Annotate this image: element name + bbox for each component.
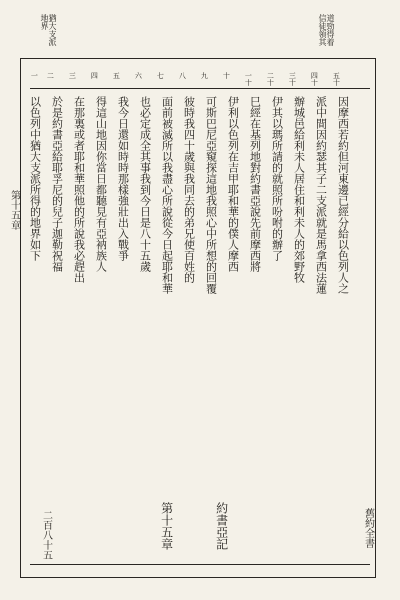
text-column-13: 在那裏或者耶和華照他的所說我必趕出 [72, 96, 86, 283]
verse-marker-9: 七 [156, 72, 165, 79]
footer-rule [30, 564, 370, 565]
text-column-2: 派中間因約瑟其子二支派就是馬拿西法蓮 [314, 96, 328, 294]
chapter-sidebar: 第十五章 [8, 190, 20, 230]
verse-marker-12: 四 [90, 72, 99, 79]
verse-marker-10: 六 [134, 72, 143, 79]
header-right-note-2: 信徒領其 [318, 14, 327, 46]
footer-series: 舊約全書 [362, 508, 374, 548]
header-right-note-1: 道勁得着 [326, 14, 335, 46]
verse-marker-15: 一 [30, 72, 39, 79]
footer-book: 約書亞記 [214, 502, 229, 550]
text-column-9: 面前被滅所以我盡心所說從今日起耶和華 [160, 96, 174, 294]
header-rule [30, 88, 370, 89]
text-column-14: 於是約書亞給耶孚尼的兒子迦勒祝福 [50, 96, 64, 272]
verse-marker-8: 八 [178, 72, 187, 79]
text-column-6: 伊利以色列在吉甲耶和華的僕人摩西 [226, 96, 240, 272]
verse-marker-14: 二 [46, 72, 55, 79]
text-column-7: 可斯巴尼亞窺探這地我照心中所想的回覆 [204, 96, 218, 294]
footer-chapter: 第十五章 [159, 502, 174, 550]
header-left-note-2: 地界 [40, 14, 49, 30]
header-left-note-1: 猶大支派 [48, 14, 57, 46]
verse-marker-4: 二十 [266, 72, 275, 86]
verse-marker-5: 一十 [244, 72, 253, 86]
text-column-5: 巳經在基列地對約書亞說先前摩西將 [248, 96, 262, 272]
header-note-left [40, 14, 56, 46]
verse-marker-6: 十 [222, 72, 231, 79]
text-column-3: 辦城邑給利未人居住和利未人的郊野牧 [292, 96, 306, 283]
verse-marker-3: 三十 [288, 72, 297, 86]
text-column-10: 也必定成全其事我到今日是八十五歲 [138, 96, 152, 272]
verse-marker-13: 三 [68, 72, 77, 79]
verse-marker-1: 五十 [332, 72, 341, 86]
text-column-1: 因摩西若約但河東邊已經分給以色列人之 [336, 96, 350, 294]
text-column-11: 我今日還如時時那樣強壯出入戰爭 [116, 96, 130, 261]
text-column-8: 彼時我四十歲與我同去的弟兄使百姓的 [182, 96, 196, 283]
header-note-right [318, 14, 334, 46]
verse-marker-11: 五 [112, 72, 121, 79]
verse-marker-7: 九 [200, 72, 209, 79]
verse-marker-2: 四十 [310, 72, 319, 86]
text-column-4: 伊其以瑪所請的就照所吩咐的辦了 [270, 96, 284, 261]
footer-page: 二百八十五 [40, 510, 52, 560]
text-column-12: 得這山地因你當日都聽見有亞衲族人 [94, 96, 108, 272]
text-column-15: 以色列中猶大支派所得的地界如下 [28, 96, 42, 261]
